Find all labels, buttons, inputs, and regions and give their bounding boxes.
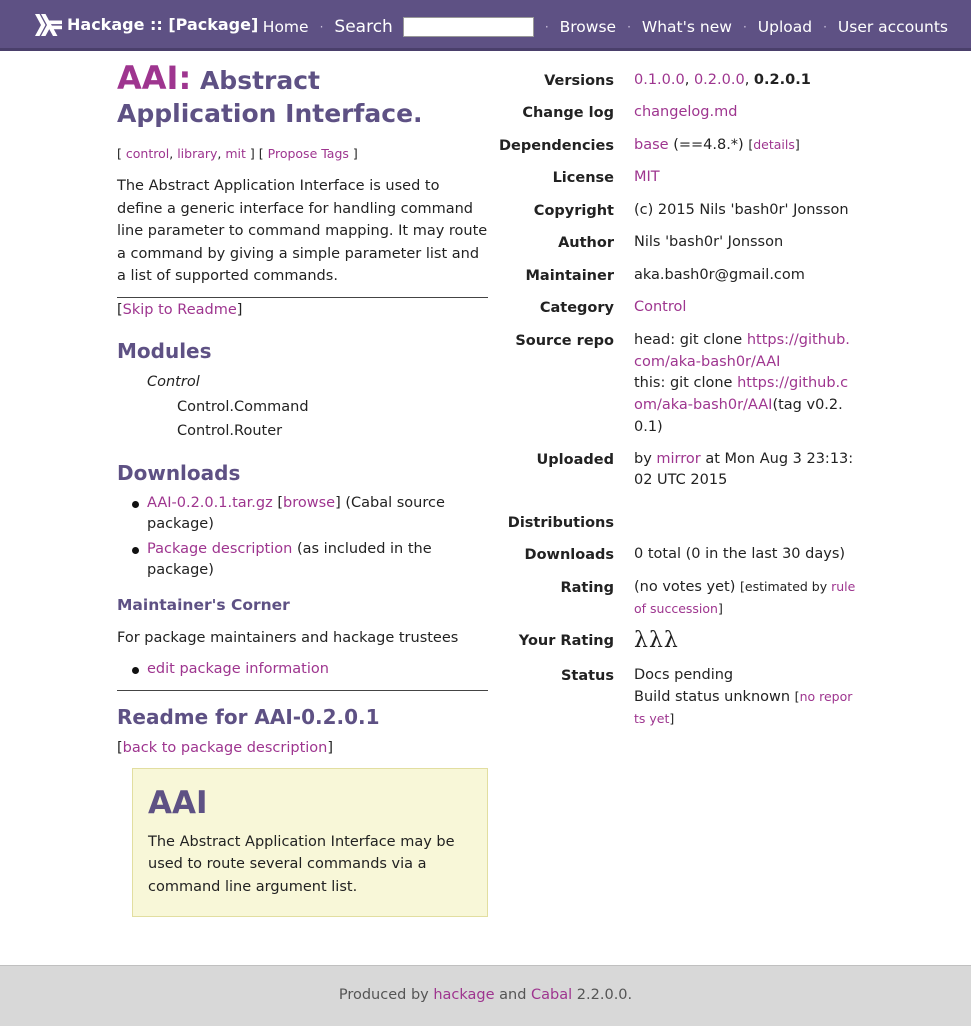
nav-home-link[interactable]: Home (262, 18, 309, 37)
downloads-heading: Downloads (117, 460, 241, 485)
maintainers-corner-text: For package maintainers and hackage trustees (117, 629, 459, 646)
package-synopsis-title: Abstract Application Interface. (117, 66, 423, 128)
maintainers-corner-heading: Maintainer's Corner (117, 595, 290, 614)
site-title: Hackage :: [Package] (67, 15, 259, 34)
search-label: Search (334, 17, 393, 37)
divider (117, 297, 488, 298)
table-row: Source repo head: git clone https://github.com/aka-bash0r/AAI this: git clone https://github.com/aka-bash0r/AAI(tag v0.2.0.1) (496, 328, 856, 447)
footer-version: 2.2.0.0. (576, 987, 633, 1003)
module-category: Control (147, 374, 200, 391)
package-description: The Abstract Application Interface is used to define a generic interface for handling command line parameter to command mapping. It may route a command by giving a simple parameter list and a list of supported commands. (117, 178, 488, 285)
maintainer-label: Maintainer (525, 267, 614, 284)
footer-hackage-link[interactable]: hackage (433, 987, 495, 1003)
table-row (496, 263, 856, 295)
rating-lambda-icons[interactable]: λλλ (634, 628, 679, 654)
divider (117, 690, 488, 691)
copyright-label: Copyright (533, 202, 614, 219)
list-item: AAI-0.2.0.1.tar.gz [browse] (Cabal source package) (147, 493, 488, 535)
dependencies-label: Dependencies (499, 137, 614, 154)
readme-heading: Readme for AAI-0.2.0.1 (117, 705, 380, 730)
nav-separator: · (627, 19, 631, 34)
docs-status: Docs pending (634, 667, 734, 684)
readme-content (132, 768, 488, 918)
tarball-download-link[interactable]: AAI-0.2.0.1.tar.gz (147, 494, 273, 511)
build-status: Build status unknown (634, 688, 791, 705)
table-row (496, 165, 856, 197)
dependency-range: (==4.8.*) (673, 136, 744, 153)
license-link[interactable]: MIT (634, 169, 660, 186)
tag-link-library[interactable]: library (177, 146, 218, 161)
changelog-link[interactable]: changelog.md (634, 104, 738, 121)
author-value: Nils 'bash0r' Jonsson (634, 234, 784, 251)
search-input[interactable] (403, 17, 534, 37)
footer-cabal-link[interactable]: Cabal (531, 987, 573, 1003)
propose-tags-link[interactable]: Propose Tags (267, 146, 349, 161)
versions-label: Versions (544, 73, 614, 89)
tag-link-control[interactable]: control (125, 146, 170, 161)
haskell-logo-icon (35, 14, 62, 36)
table-row: Status Docs pending Build status unknown [no reports yet] (496, 663, 856, 738)
site-header (0, 0, 971, 51)
your-rating-label: Your Rating (518, 633, 614, 650)
included-note: (as included in the package) (147, 540, 432, 578)
package-main-content (117, 59, 488, 917)
table-row: Rating (no votes yet) [estimated by rule of succession] (496, 575, 856, 629)
version-link-0-1-0-0[interactable]: 0.1.0.0 (634, 72, 685, 88)
package-description-link[interactable]: Package description (147, 540, 293, 557)
repo-tag: (tag v0.2.0.1) (634, 397, 843, 435)
current-version: 0.2.0.1 (753, 72, 811, 88)
package-tags: [ control, library, mit ] [ Propose Tags ] (117, 146, 358, 161)
rating-value: (no votes yet) (634, 578, 736, 595)
maintainer-value: aka.bash0r@gmail.com (634, 266, 805, 283)
cabal-source-note: (Cabal source package) (147, 494, 445, 532)
package-properties-table (496, 68, 856, 738)
table-row (496, 230, 856, 262)
table-row: Dependencies base (==4.8.*) [details] (496, 133, 856, 165)
back-to-package-description-link[interactable]: back to package description (122, 740, 328, 757)
table-row (496, 500, 856, 542)
modules-list (147, 371, 488, 442)
top-navigation (263, 14, 948, 40)
category-label: Category (539, 300, 614, 317)
browse-source-link[interactable]: browse (283, 494, 336, 511)
changelog-label: Change log (522, 105, 614, 122)
downloads-label: Downloads (524, 547, 614, 564)
copyright-value: (c) 2015 Nils 'bash0r' Jonsson (634, 201, 849, 218)
nav-upload-link[interactable]: Upload (757, 18, 813, 37)
rule-of-succession-link[interactable]: rule of succession (634, 578, 856, 616)
module-item: Control.Router (177, 423, 283, 440)
downloads-list (117, 493, 488, 581)
list-item (147, 539, 488, 581)
category-link[interactable]: Control (634, 299, 687, 316)
module-item: Control.Command (177, 398, 309, 415)
downloads-count: 0 total (0 in the last 30 days) (634, 546, 846, 563)
table-row (496, 198, 856, 230)
site-footer: Produced by hackage and Cabal 2.2.0.0. (0, 965, 971, 1026)
distributions-label: Distributions (507, 515, 614, 531)
skip-to-readme-line: [Skip to Readme] (117, 301, 243, 318)
nav-browse-link[interactable]: Browse (559, 18, 617, 37)
repo-this-link[interactable]: https://github.com/aka-bash0r/AAI (634, 375, 849, 413)
uploaded-label: Uploaded (536, 451, 614, 468)
modules-heading: Modules (117, 339, 212, 364)
source-repo-label: Source repo (515, 332, 614, 349)
table-row (496, 295, 856, 327)
maintainer-links-list (117, 659, 488, 680)
back-to-description-line: [back to package description] (117, 740, 334, 757)
repo-head-link[interactable]: https://github.com/aka-bash0r/AAI (634, 331, 850, 370)
package-name: AAI: (117, 59, 192, 97)
nav-separator: · (823, 19, 827, 34)
table-row (496, 100, 856, 132)
edit-package-information-link[interactable]: edit package information (147, 661, 329, 678)
rating-label: Rating (560, 579, 614, 596)
table-row (496, 628, 856, 663)
skip-to-readme-link[interactable]: Skip to Readme (122, 301, 237, 318)
author-label: Author (558, 235, 614, 252)
license-label: License (552, 170, 614, 187)
dependency-base-link[interactable]: base (634, 136, 669, 153)
table-row (496, 542, 856, 574)
list-item (147, 659, 488, 680)
readme-title: AAI (148, 784, 208, 821)
uploader-link[interactable]: mirror (656, 450, 701, 467)
table-row: Versions 0.1.0.0, 0.2.0.0, 0.2.0.1 (496, 68, 856, 100)
status-label: Status (560, 668, 614, 685)
readme-body: The Abstract Application Interface may be used to route several commands via a command line argument list. (148, 833, 455, 895)
nav-separator: · (319, 19, 324, 34)
tag-link-mit[interactable]: mit (225, 146, 246, 161)
nav-whats-new-link[interactable]: What's new (641, 18, 732, 37)
nav-separator: · (742, 19, 747, 34)
hackage-logo-link[interactable] (35, 13, 258, 38)
nav-separator: · (544, 19, 549, 34)
page-title (117, 59, 488, 130)
table-row: Uploaded by mirror at Mon Aug 3 23:13:02 UTC 2015 (496, 447, 856, 501)
dependency-details-link[interactable]: details (753, 136, 795, 152)
nav-user-accounts-link[interactable]: User accounts (837, 18, 948, 37)
version-link-0-2-0-0[interactable]: 0.2.0.0 (693, 72, 745, 88)
build-reports-link[interactable]: no reports yet (634, 688, 853, 726)
uploaded-time: at Mon Aug 3 23:13:02 UTC 2015 (634, 450, 854, 489)
